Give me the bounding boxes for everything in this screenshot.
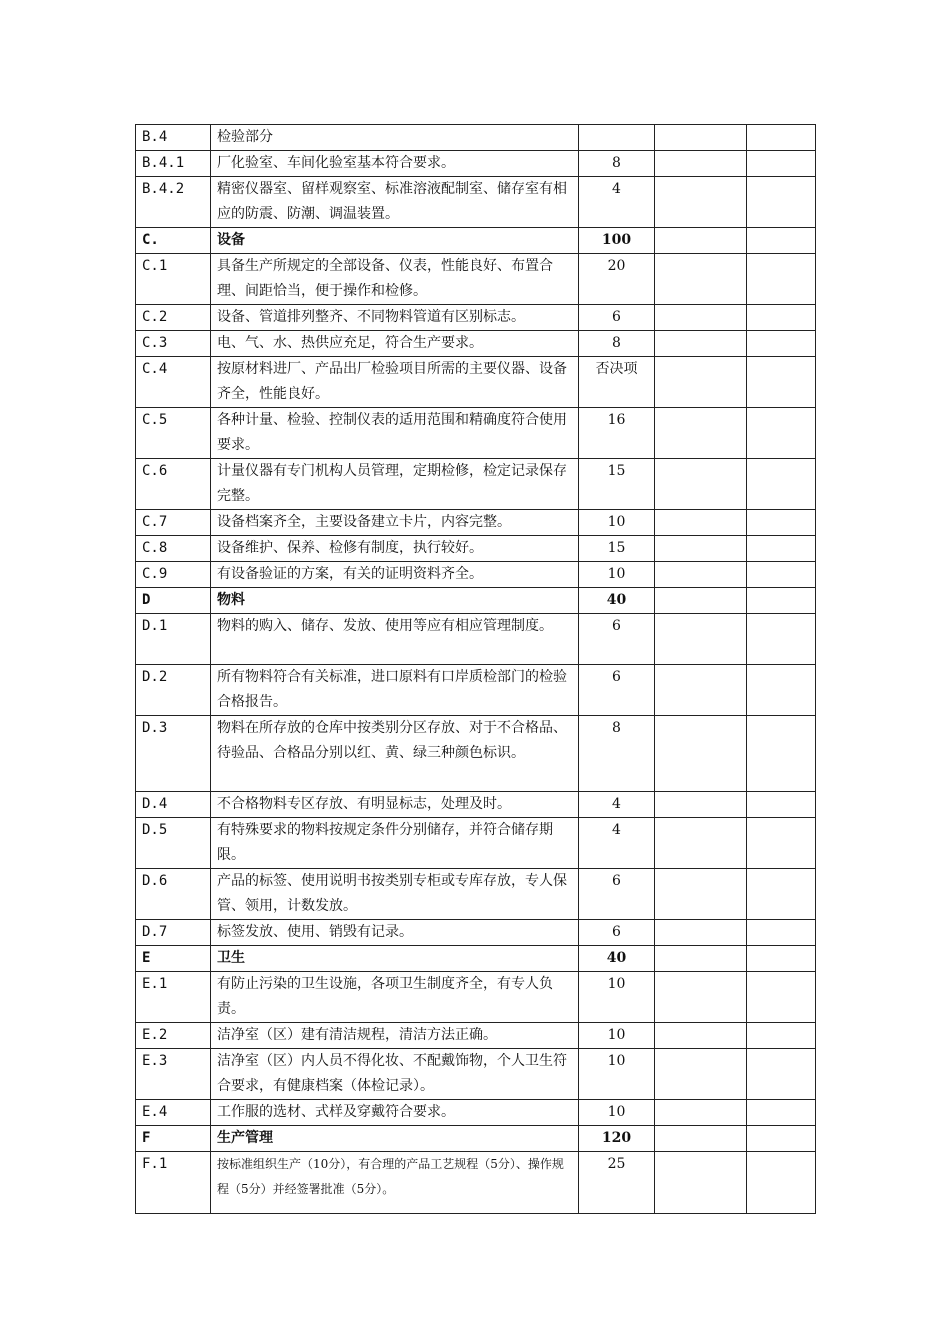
table-row xyxy=(136,716,816,792)
item-code: F.1 xyxy=(136,1152,211,1214)
item-code: C.4 xyxy=(136,357,211,408)
item-code: D.4 xyxy=(136,792,211,818)
table-row xyxy=(136,792,816,818)
item-code: C.2 xyxy=(136,305,211,331)
remarks-cell xyxy=(747,254,816,305)
table-row xyxy=(136,869,816,920)
item-code: E.3 xyxy=(136,1049,211,1100)
item-code: D.5 xyxy=(136,818,211,869)
actual-score-cell xyxy=(655,972,747,1023)
item-description: 有特殊要求的物料按规定条件分别储存，并符合储存期限。 xyxy=(211,818,579,869)
item-score: 16 xyxy=(579,408,655,459)
actual-score-cell xyxy=(655,151,747,177)
item-description: 标签发放、使用、销毁有记录。 xyxy=(211,920,579,946)
item-score: 15 xyxy=(579,459,655,510)
item-description: 厂化验室、车间化验室基本符合要求。 xyxy=(211,151,579,177)
item-description: 生产管理 xyxy=(211,1126,579,1152)
table-row xyxy=(136,305,816,331)
item-score: 8 xyxy=(579,716,655,792)
actual-score-cell xyxy=(655,254,747,305)
remarks-cell xyxy=(747,459,816,510)
remarks-cell xyxy=(747,614,816,665)
table-row xyxy=(136,254,816,305)
item-code: E.4 xyxy=(136,1100,211,1126)
item-code: F xyxy=(136,1126,211,1152)
table-row xyxy=(136,536,816,562)
remarks-cell xyxy=(747,1023,816,1049)
table-body xyxy=(136,125,816,1214)
table-row xyxy=(136,920,816,946)
item-score: 4 xyxy=(579,818,655,869)
item-score: 40 xyxy=(579,946,655,972)
item-description: 物料 xyxy=(211,588,579,614)
item-code: B.4 xyxy=(136,125,211,151)
item-code: C.5 xyxy=(136,408,211,459)
actual-score-cell xyxy=(655,1126,747,1152)
item-code: C.6 xyxy=(136,459,211,510)
actual-score-cell xyxy=(655,177,747,228)
item-score: 8 xyxy=(579,151,655,177)
item-score: 25 xyxy=(579,1152,655,1214)
table-row xyxy=(136,1049,816,1100)
item-code: D.6 xyxy=(136,869,211,920)
item-score: 6 xyxy=(579,305,655,331)
remarks-cell xyxy=(747,1126,816,1152)
section-row xyxy=(136,946,816,972)
item-description: 设备档案齐全，主要设备建立卡片，内容完整。 xyxy=(211,510,579,536)
remarks-cell xyxy=(747,408,816,459)
actual-score-cell xyxy=(655,792,747,818)
item-description: 设备 xyxy=(211,228,579,254)
inspection-score-table xyxy=(135,124,816,1214)
actual-score-cell xyxy=(655,459,747,510)
item-description: 洁净室（区）内人员不得化妆、不配戴饰物，个人卫生符合要求，有健康档案（体检记录）。 xyxy=(211,1049,579,1100)
item-code: C.1 xyxy=(136,254,211,305)
item-score: 100 xyxy=(579,228,655,254)
item-score: 6 xyxy=(579,869,655,920)
item-score: 8 xyxy=(579,331,655,357)
item-code: D.1 xyxy=(136,614,211,665)
table-row xyxy=(136,177,816,228)
item-code: C. xyxy=(136,228,211,254)
actual-score-cell xyxy=(655,716,747,792)
item-score: 10 xyxy=(579,1049,655,1100)
item-description: 工作服的选材、式样及穿戴符合要求。 xyxy=(211,1100,579,1126)
item-description: 各种计量、检验、控制仪表的适用范围和精确度符合使用要求。 xyxy=(211,408,579,459)
remarks-cell xyxy=(747,125,816,151)
remarks-cell xyxy=(747,151,816,177)
item-description: 精密仪器室、留样观察室、标准溶液配制室、储存室有相应的防震、防潮、调温装置。 xyxy=(211,177,579,228)
section-row xyxy=(136,588,816,614)
actual-score-cell xyxy=(655,946,747,972)
remarks-cell xyxy=(747,536,816,562)
remarks-cell xyxy=(747,716,816,792)
item-description: 检验部分 xyxy=(211,125,579,151)
actual-score-cell xyxy=(655,510,747,536)
remarks-cell xyxy=(747,228,816,254)
item-code: E xyxy=(136,946,211,972)
remarks-cell xyxy=(747,1049,816,1100)
item-description: 物料的购入、储存、发放、使用等应有相应管理制度。 xyxy=(211,614,579,665)
item-description: 具备生产所规定的全部设备、仪表，性能良好、布置合理、间距恰当，便于操作和检修。 xyxy=(211,254,579,305)
actual-score-cell xyxy=(655,357,747,408)
item-description: 设备维护、保养、检修有制度，执行较好。 xyxy=(211,536,579,562)
item-description: 按标准组织生产（10分），有合理的产品工艺规程（5分）、操作规程（5分）并经签署批准（5分）。 xyxy=(211,1152,579,1214)
item-code: D xyxy=(136,588,211,614)
remarks-cell xyxy=(747,588,816,614)
item-score: 4 xyxy=(579,177,655,228)
table-row xyxy=(136,665,816,716)
actual-score-cell xyxy=(655,562,747,588)
actual-score-cell xyxy=(655,125,747,151)
item-score: 10 xyxy=(579,1100,655,1126)
table-row xyxy=(136,818,816,869)
item-score xyxy=(579,125,655,151)
actual-score-cell xyxy=(655,869,747,920)
remarks-cell xyxy=(747,1100,816,1126)
table-row xyxy=(136,1023,816,1049)
item-score: 10 xyxy=(579,562,655,588)
actual-score-cell xyxy=(655,920,747,946)
item-score: 6 xyxy=(579,665,655,716)
remarks-cell xyxy=(747,305,816,331)
item-description: 不合格物料专区存放、有明显标志，处理及时。 xyxy=(211,792,579,818)
actual-score-cell xyxy=(655,1049,747,1100)
item-code: D.3 xyxy=(136,716,211,792)
remarks-cell xyxy=(747,920,816,946)
item-code: C.3 xyxy=(136,331,211,357)
actual-score-cell xyxy=(655,1023,747,1049)
remarks-cell xyxy=(747,1152,816,1214)
item-description: 产品的标签、使用说明书按类别专柜或专库存放，专人保管、领用，计数发放。 xyxy=(211,869,579,920)
item-description: 计量仪器有专门机构人员管理，定期检修，检定记录保存完整。 xyxy=(211,459,579,510)
table-row xyxy=(136,1152,816,1214)
remarks-cell xyxy=(747,357,816,408)
item-score: 4 xyxy=(579,792,655,818)
item-score: 20 xyxy=(579,254,655,305)
actual-score-cell xyxy=(655,818,747,869)
remarks-cell xyxy=(747,946,816,972)
item-score: 10 xyxy=(579,510,655,536)
section-row xyxy=(136,228,816,254)
item-code: D.2 xyxy=(136,665,211,716)
item-description: 有防止污染的卫生设施，各项卫生制度齐全，有专人负责。 xyxy=(211,972,579,1023)
item-score: 6 xyxy=(579,920,655,946)
item-code: C.9 xyxy=(136,562,211,588)
item-description: 洁净室（区）建有清洁规程，清洁方法正确。 xyxy=(211,1023,579,1049)
actual-score-cell xyxy=(655,1100,747,1126)
item-code: C.8 xyxy=(136,536,211,562)
item-score: 40 xyxy=(579,588,655,614)
item-score: 15 xyxy=(579,536,655,562)
section-row xyxy=(136,1126,816,1152)
item-description: 按原材料进厂、产品出厂检验项目所需的主要仪器、设备齐全，性能良好。 xyxy=(211,357,579,408)
item-description: 设备、管道排列整齐、不同物料管道有区别标志。 xyxy=(211,305,579,331)
table-row xyxy=(136,331,816,357)
actual-score-cell xyxy=(655,408,747,459)
table-row xyxy=(136,510,816,536)
table-row xyxy=(136,408,816,459)
item-score: 10 xyxy=(579,1023,655,1049)
item-description: 有设备验证的方案，有关的证明资料齐全。 xyxy=(211,562,579,588)
actual-score-cell xyxy=(655,536,747,562)
remarks-cell xyxy=(747,510,816,536)
table-row xyxy=(136,972,816,1023)
actual-score-cell xyxy=(655,588,747,614)
item-score: 120 xyxy=(579,1126,655,1152)
actual-score-cell xyxy=(655,331,747,357)
actual-score-cell xyxy=(655,665,747,716)
item-score: 否决项 xyxy=(579,357,655,408)
actual-score-cell xyxy=(655,228,747,254)
table-row xyxy=(136,151,816,177)
item-description: 卫生 xyxy=(211,946,579,972)
actual-score-cell xyxy=(655,614,747,665)
actual-score-cell xyxy=(655,305,747,331)
item-description: 所有物料符合有关标准，进口原料有口岸质检部门的检验合格报告。 xyxy=(211,665,579,716)
table-row xyxy=(136,459,816,510)
item-score: 10 xyxy=(579,972,655,1023)
remarks-cell xyxy=(747,869,816,920)
table-row xyxy=(136,1100,816,1126)
item-code: B.4.1 xyxy=(136,151,211,177)
actual-score-cell xyxy=(655,1152,747,1214)
remarks-cell xyxy=(747,665,816,716)
table-row xyxy=(136,562,816,588)
item-score: 6 xyxy=(579,614,655,665)
item-code: E.1 xyxy=(136,972,211,1023)
item-code: E.2 xyxy=(136,1023,211,1049)
item-code: D.7 xyxy=(136,920,211,946)
remarks-cell xyxy=(747,331,816,357)
table-row xyxy=(136,125,816,151)
remarks-cell xyxy=(747,972,816,1023)
item-description: 物料在所存放的仓库中按类别分区存放、对于不合格品、待验品、合格品分别以红、黄、绿三种颜色标识。 xyxy=(211,716,579,792)
remarks-cell xyxy=(747,818,816,869)
remarks-cell xyxy=(747,562,816,588)
remarks-cell xyxy=(747,792,816,818)
table-row xyxy=(136,614,816,665)
item-description: 电、气、水、热供应充足，符合生产要求。 xyxy=(211,331,579,357)
table-row xyxy=(136,357,816,408)
item-code: C.7 xyxy=(136,510,211,536)
item-code: B.4.2 xyxy=(136,177,211,228)
remarks-cell xyxy=(747,177,816,228)
